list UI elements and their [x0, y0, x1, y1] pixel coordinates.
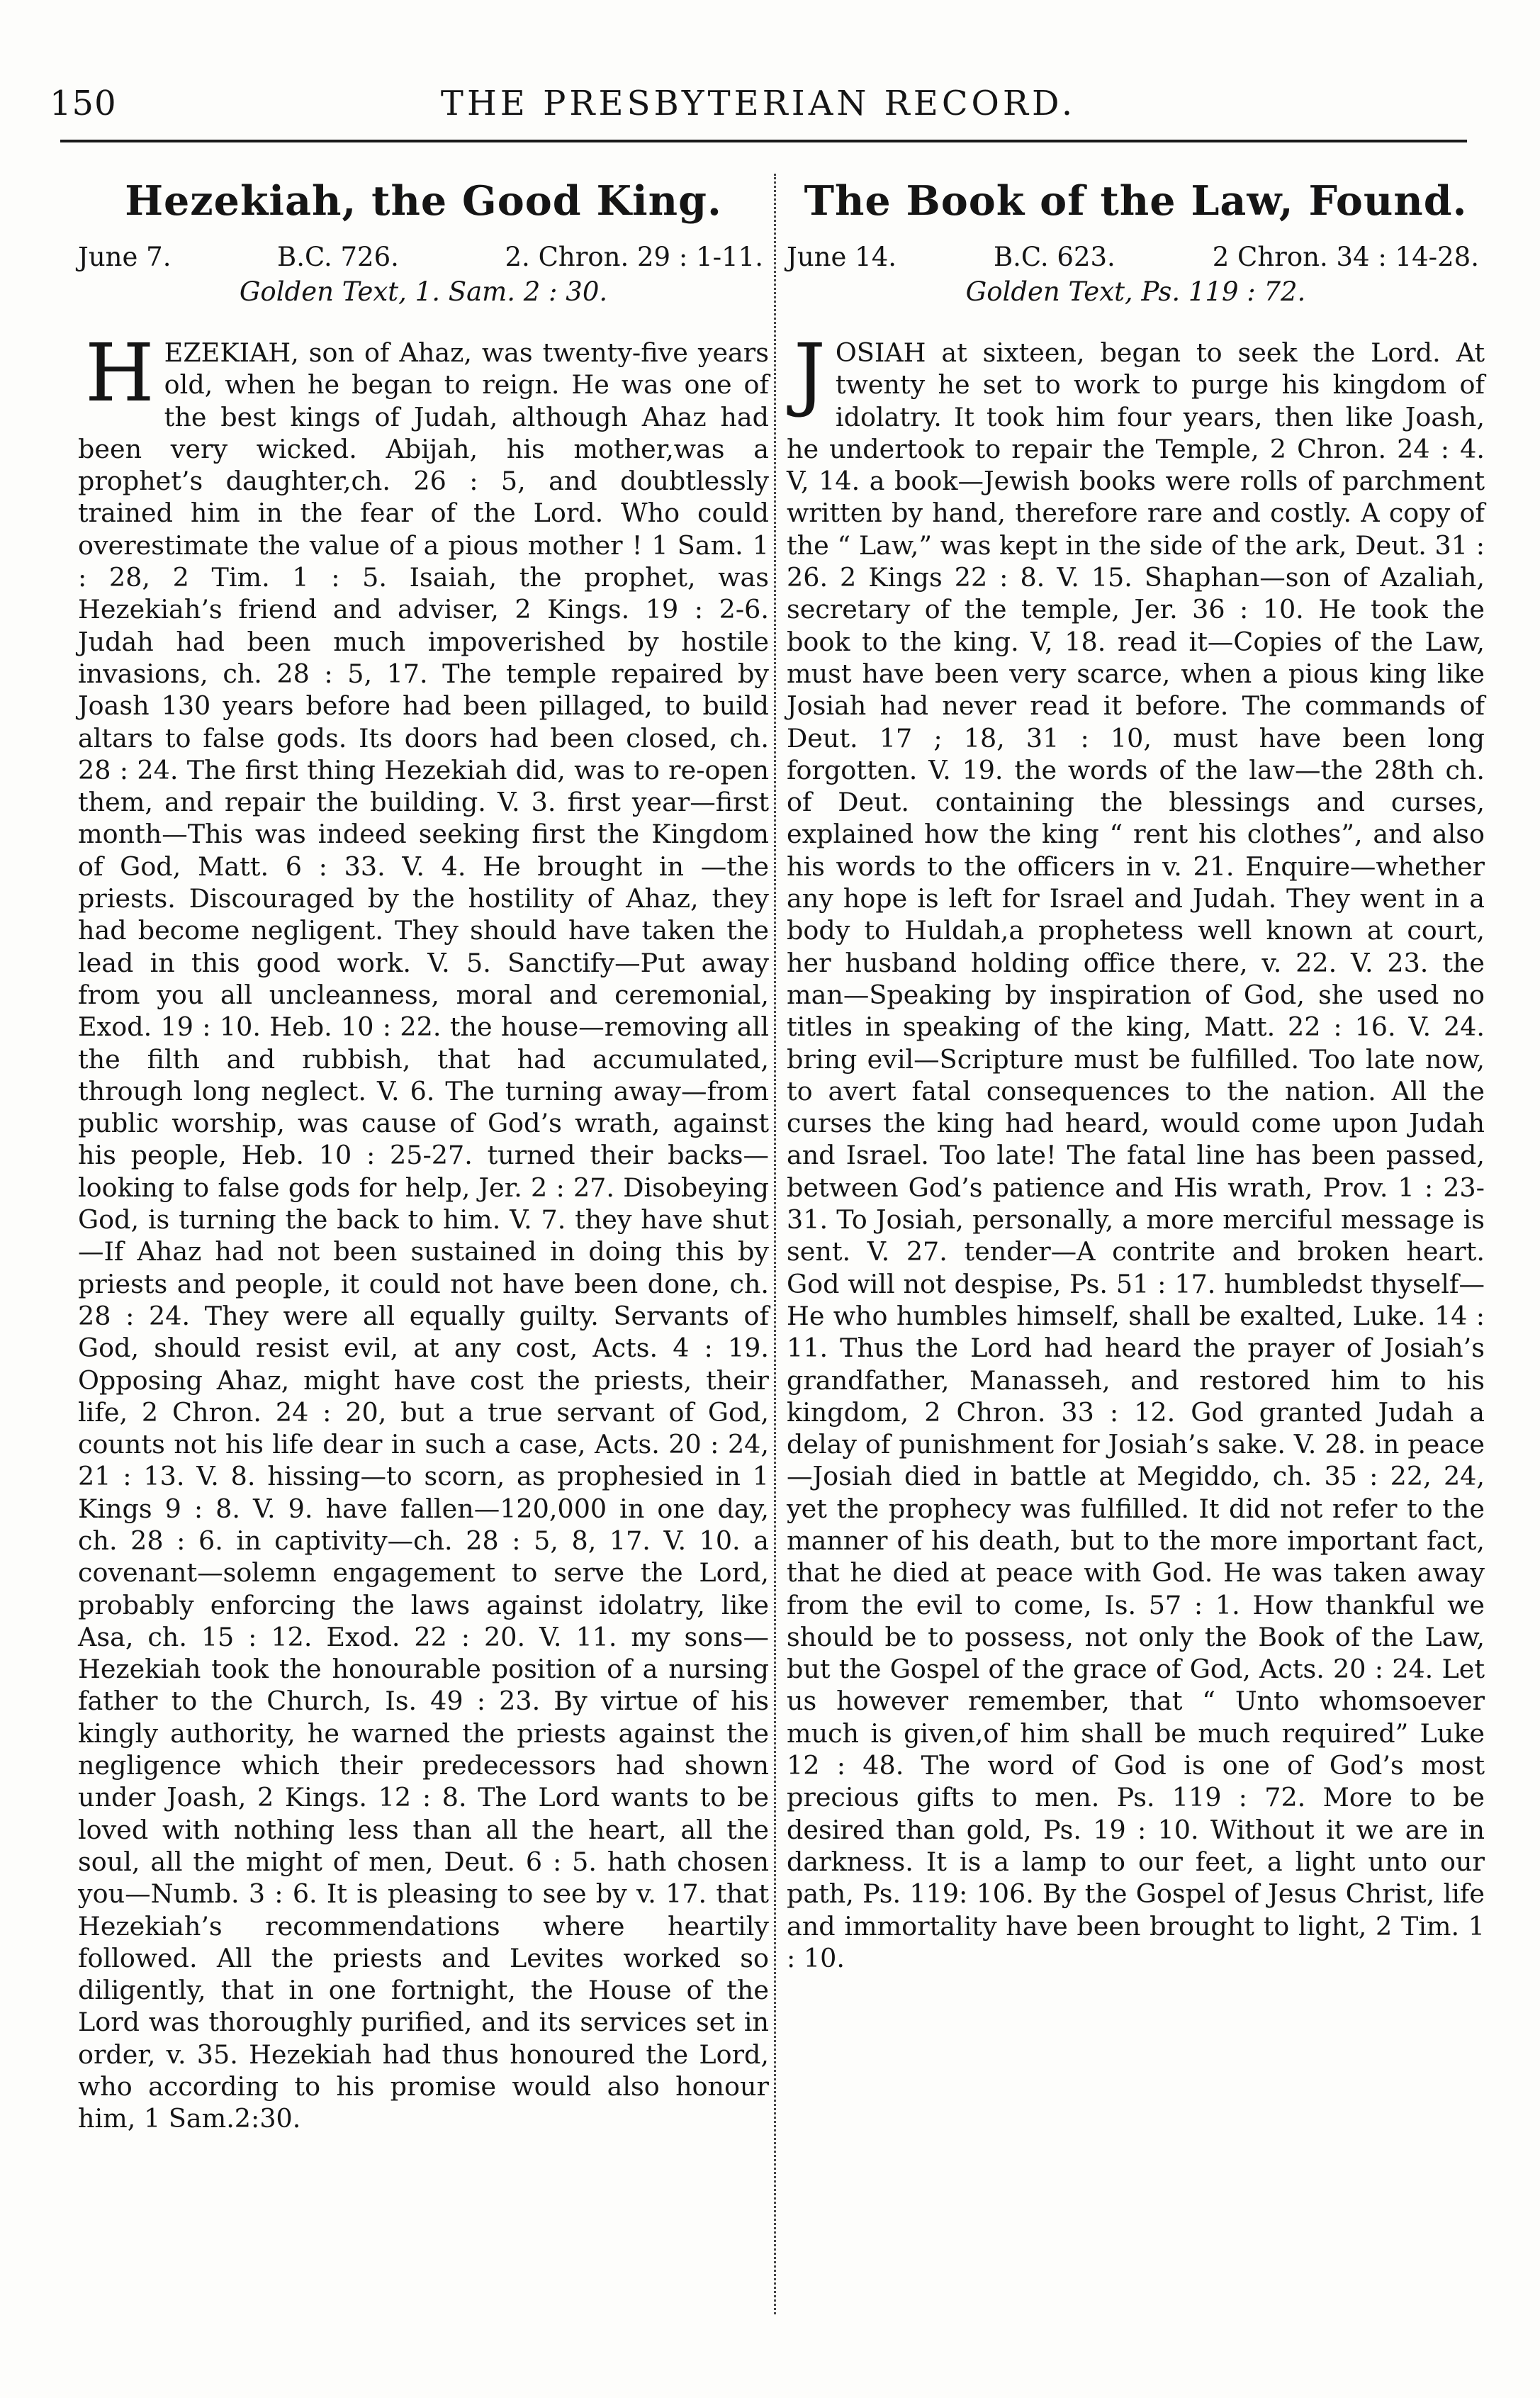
lesson-title: Hezekiah, the Good King.	[125, 177, 722, 225]
column-divider	[774, 174, 776, 2314]
publication-title: THE PRESBYTERIAN RECORD.	[440, 84, 1077, 123]
lesson-body-text: OSIAH at sixteen, began to seek the Lord. At twenty he set to work to purge his kingdom of idolatry. It took him four years, then like Joash, he undertook to repair the Temple, 2 Chron. 24 : 4. V, 14. a book—Jewish books were rolls of parchment written by hand, therefore rare and costly. A copy of the “ Law,” was kept in the side of the ark, Deut. 31 : 26. 2 Kings 22 : 8. V. 15. Shaphan—son of Azaliah, secretary of the temple, Jer. 36 : 10. He took the book to the king. V, 18. read it—Copies of the Law, must have been very scarce, when a pious king like Josiah had never read it before. The commands of Deut. 17 ; 18, 31 : 10, must have been long forgotten. V. 19. the words of the law—the 28th ch. of Deut. containing the blessings and curses, explained how the king “ rent his clothes”, and also his words to the officers in v. 21. Enquire—whether any hope is left for Israel and Judah. They went in a body to Huldah,a prophetess well known at court, her husband holding office there, v. 22. V. 23. the man—Speaking by inspiration of God, she used no titles in speaking of the king, Matt. 22 : 16. V. 24. bring evil—Scripture must be fulfilled. Too late now, to avert fatal consequences to the nation. All the curses the king had heard, would come upon Judah and Israel. Too late! The fatal line has been passed, between God’s patience and His wrath, Prov. 1 : 23-31. To Josiah, personally, a more merciful message is sent. V. 27. tender—A contrite and broken heart. God will not despise, Ps. 51 : 17. humbledst thyself—He who humbles himself, shall be exalted, Luke. 14 : 11. Thus the Lord had heard the prayer of Josiah’s grandfather, Manasseh, and restored him to his kingdom, 2 Chron. 33 : 12. God granted Judah a delay of punishment for Josiah’s sake. V. 28. in peace—Josiah died in battle at Megiddo, ch. 35 : 22, 24, yet the prophecy was fulfilled. It did not refer to the manner of his death, but to the more important fact, that he died at peace with God. He was taken away from the evil to come, Is. 57 : 1. How thankful we should be to possess, not only the Book of the Law, but the Gospel of the grace of God, Acts. 20 : 24. Let us however remember, that “ Unto whomsoever much is given,of him shall be much required” Luke 12 : 48. The word of God is one of God’s most precious gifts to men. Ps. 119 : 72. More to be desired than gold, Ps. 19 : 10. Without it we are in darkness. It is a lamp to our feet, a light unto our path, Ps. 119: 106. By the Gospel of Jesus Christ, life and immortality have been brought to light, 2 Tim. 1 : 10.	[787, 337, 1485, 1973]
lesson-body	[787, 327, 1485, 1974]
lesson-column-book-of-law	[787, 177, 1485, 2346]
page-header	[50, 84, 1467, 140]
lesson-reference: 2 Chron. 34 : 14-28.	[1212, 242, 1479, 272]
lesson-meta	[787, 240, 1485, 274]
lesson-column-hezekiah	[78, 177, 769, 2346]
golden-text: Golden Text, Ps. 119 : 72.	[965, 276, 1306, 307]
lesson-body	[78, 327, 769, 2135]
header-rule	[60, 140, 1467, 142]
lesson-reference: 2. Chron. 29 : 1-11.	[505, 242, 763, 272]
lesson-era: B.C. 623.	[993, 242, 1115, 272]
drop-cap: H	[85, 327, 154, 420]
lesson-body-text: EZEKIAH, son of Ahaz, was twenty-five years old, when he began to reign. He was one of the best kings of Judah, although Ahaz had been very wicked. Abijah, his mother,was a prophet’s daughter,ch. 26 : 5, and doubtlessly trained him in the fear of the Lord. Who could overestimate the value of a pious mother ! 1 Sam. 1 : 28, 2 Tim. 1 : 5. Isaiah, the prophet, was Hezekiah’s friend and adviser, 2 Kings. 19 : 2-6. Judah had been much impoverished by hostile invasions, ch. 28 : 5, 17. The temple repaired by Joash 130 years before had been pillaged, to build altars to false gods. Its doors had been closed, ch. 28 : 24. The first thing Hezekiah did, was to re-open them, and repair the building. V. 3. first year—first month—This was indeed seeking first the Kingdom of God, Matt. 6 : 33. V. 4. He brought in —the priests. Discouraged by the hostility of Ahaz, they had become negligent. They should have taken the lead in this good work. V. 5. Sanctify—Put away from you all uncleanness, moral and ceremonial, Exod. 19 : 10. Heb. 10 : 22. the house—removing all the filth and rubbish, that had accumulated, through long neglect. V. 6. The turning away—from public worship, was cause of God’s wrath, against his people, Heb. 10 : 25-27. turned their backs—looking to false gods for help, Jer. 2 : 27. Disobeying God, is turning the back to him. V. 7. they have shut—If Ahaz had not been sustained in doing this by priests and people, it could not have been done, ch. 28 : 24. They were all equally guilty. Servants of God, should resist evil, at any cost, Acts. 4 : 19. Opposing Ahaz, might have cost the priests, their life, 2 Chron. 24 : 20, but a true servant of God, counts not his life dear in such a case, Acts. 20 : 24, 21 : 13. V. 8. hissing—to scorn, as prophesied in 1 Kings 9 : 8. V. 9. have fallen—120,000 in one day, ch. 28 : 6. in captivity—ch. 28 : 5, 8, 17. V. 10. a covenant—solemn engagement to serve the Lord, probably enforcing the laws against idolatry, like Asa, ch. 15 : 12. Exod. 22 : 20. V. 11. my sons—Hezekiah took the honourable position of a nursing father to the Church, Is. 49 : 23. By virtue of his kingly authority, he warned the priests against the negligence which their predecessors had shown under Joash, 2 Kings. 12 : 8. The Lord wants to be loved with nothing less than all the heart, all the soul, all the might of men, Deut. 6 : 5. hath chosen you—Numb. 3 : 6. It is pleasing to see by v. 17. that Hezekiah’s recommendations where heartily followed. All the priests and Levites worked so diligently, that in one fortnight, the House of the Lord was thoroughly purified, and its services set in order, v. 35. Hezekiah had thus honoured the Lord, who according to his promise would also honour him, 1 Sam.2:30.	[78, 337, 769, 2134]
lesson-date: June 7.	[78, 242, 172, 272]
golden-text: Golden Text, 1. Sam. 2 : 30.	[239, 276, 608, 307]
lesson-era: B.C. 726.	[277, 242, 399, 272]
lesson-date: June 14.	[787, 242, 897, 272]
lesson-meta	[78, 240, 769, 274]
lesson-title: The Book of the Law, Found.	[804, 177, 1468, 225]
drop-cap: J	[794, 327, 826, 420]
page-number: 150	[50, 84, 117, 123]
